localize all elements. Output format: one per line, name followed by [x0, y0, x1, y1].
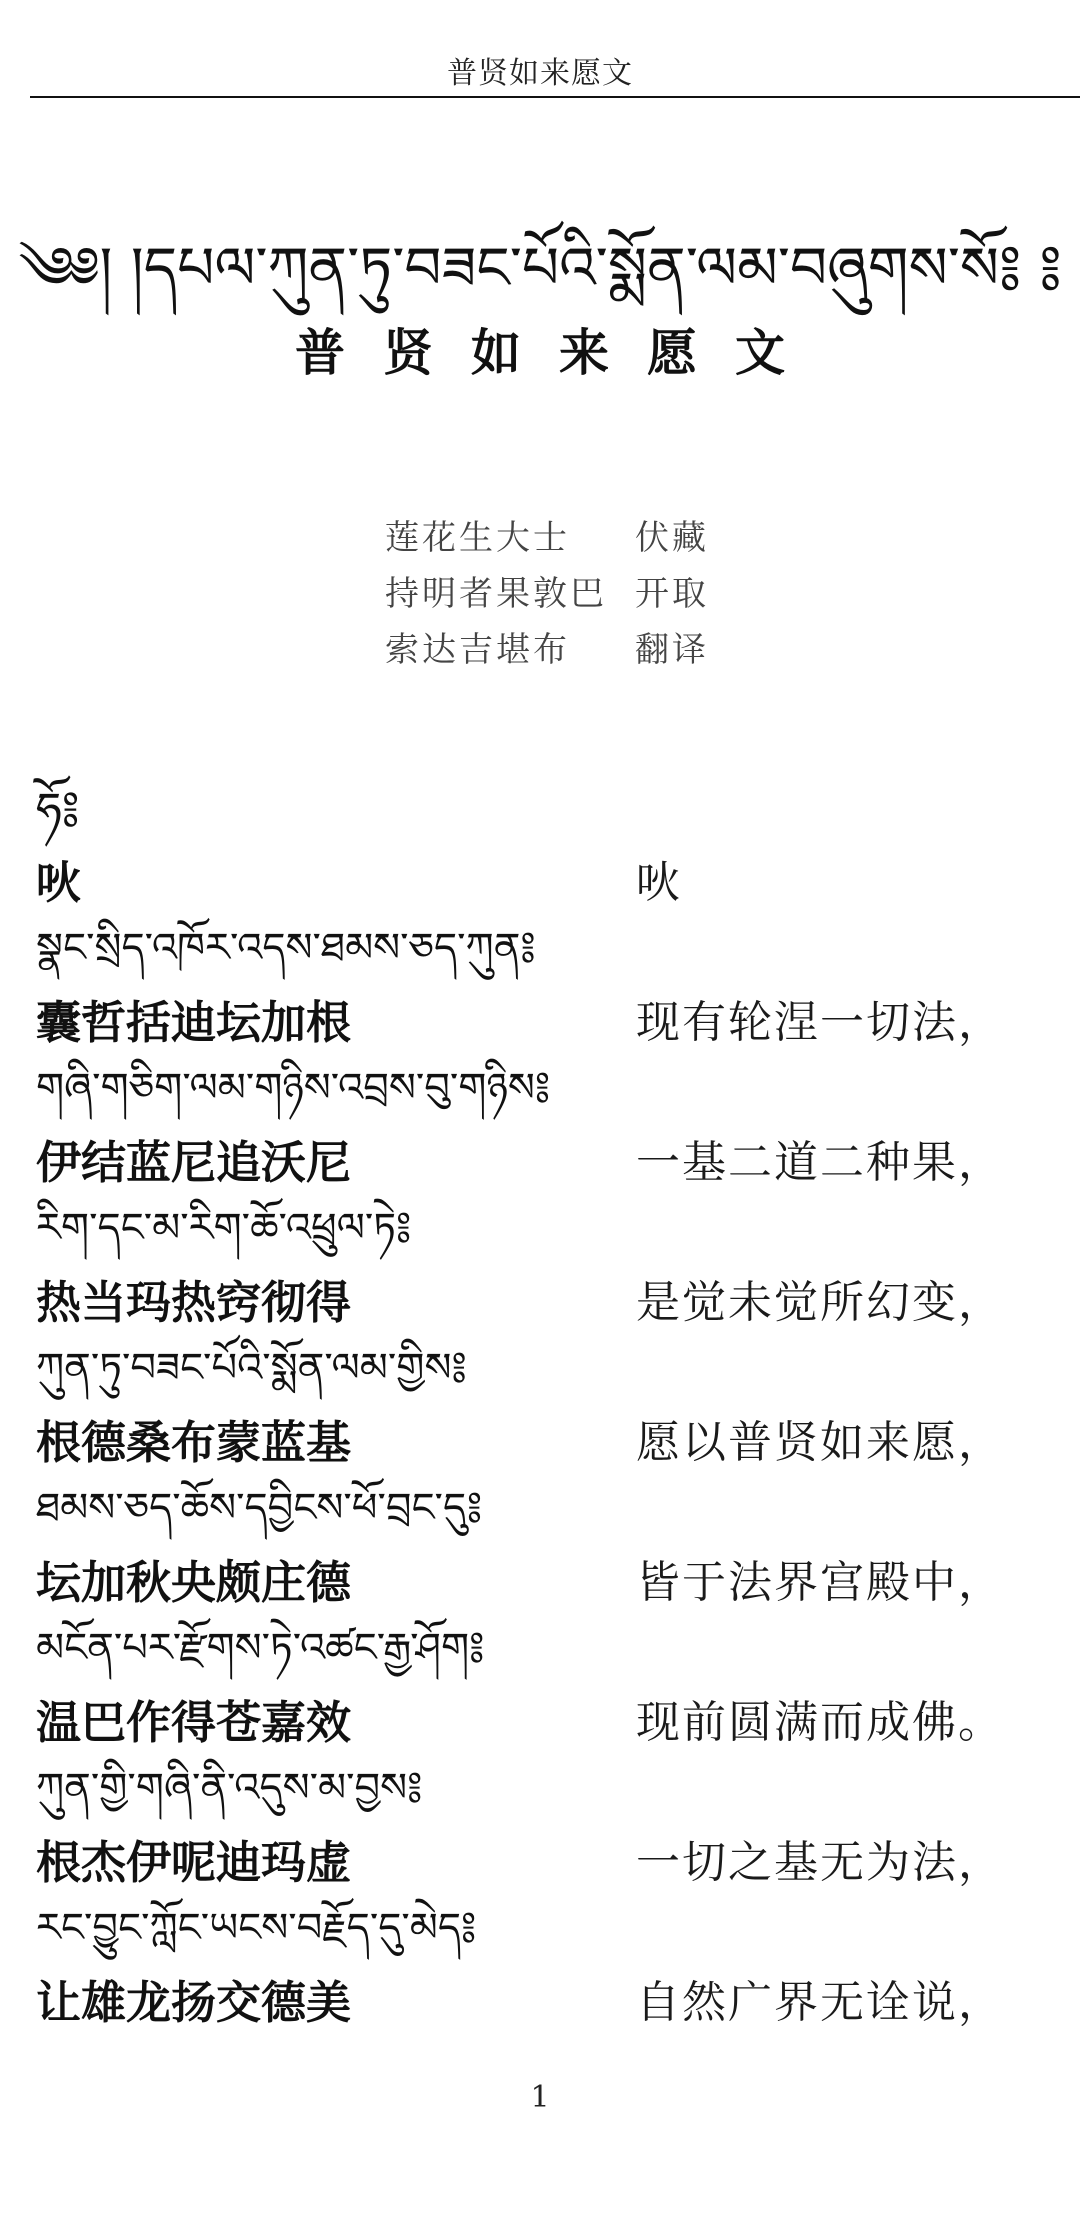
credits-block: [385, 506, 785, 674]
verse: [36, 1616, 1046, 1756]
verse: [36, 1196, 1046, 1336]
verse-meaning: 现有轮涅一切法，: [636, 997, 1004, 1048]
verse-meaning: 皆于法界宫殿中，: [636, 1557, 1004, 1608]
credit-row: [385, 618, 785, 674]
verse-chinese-row: [36, 1260, 1046, 1336]
verse-tibetan: རང་བྱུང་ཀློང་ཡངས་བརྗོད་དུ་མེད༔: [36, 1905, 477, 1951]
header-rule: [30, 96, 1080, 98]
verse-meaning: 自然广界无诠说，: [636, 1977, 1004, 2028]
verse-transliteration: 温巴作得苍嘉效: [36, 1695, 352, 1749]
verse-tibetan: ཀུན་ཏུ་བཟང་པོའི་སྨོན་ལམ་གྱིས༔: [36, 1345, 467, 1391]
verse-chinese-row: [36, 1120, 1046, 1196]
running-header-title: 普贤如来愿文: [447, 56, 633, 91]
credit-row: [385, 506, 785, 562]
verse-chinese-row: [36, 1400, 1046, 1476]
invocation-tibetan: ཧོ༔: [36, 782, 80, 836]
verse-meaning: 是觉未觉所幻变，: [636, 1277, 1004, 1328]
tibetan-title: ༄༅། །དཔལ་ཀུན་ཏུ་བཟང་པོའི་སྨོན་ལམ་བཞུགས་སོ༔ ༔: [18, 234, 1062, 302]
verse-tibetan: རིག་དང་མ་རིག་ཆོ་འཕྲུལ་ཏེ༔: [36, 1205, 412, 1251]
verse: [36, 1896, 1046, 2036]
verse-chinese-row: [36, 1960, 1046, 2036]
credit-name: 索达吉堪布: [385, 629, 570, 670]
verse-meaning: 吙: [636, 857, 682, 908]
verse-list: [36, 778, 1046, 2036]
verse: [36, 916, 1046, 1056]
verse-transliteration: 让雄龙扬交德美: [36, 1975, 352, 2029]
verse-tibetan: སྣང་སྲིད་འཁོར་འདས་ཐམས་ཅད་ཀུན༔: [36, 925, 536, 971]
verse-meaning: 愿以普贤如来愿，: [636, 1417, 1004, 1468]
verse-transliteration: 根德桑布蒙蓝基: [36, 1415, 352, 1469]
page-number: 1: [530, 2080, 550, 2115]
verse: [36, 1476, 1046, 1616]
verse-meaning: 一基二道二种果，: [636, 1137, 1004, 1188]
credit-role: 伏藏: [635, 517, 709, 558]
verse-tibetan: ཀུན་གྱི་གཞི་ནི་འདུས་མ་བྱས༔: [36, 1765, 423, 1811]
verse-meaning: 一切之基无为法，: [636, 1837, 1004, 1888]
verse: [36, 1756, 1046, 1896]
verse-tibetan: ཐམས་ཅད་ཆོས་དབྱིངས་ཕོ་བྲང་དུ༔: [36, 1485, 483, 1531]
verse-chinese-row: [36, 1680, 1046, 1756]
verse-chinese-row: [36, 980, 1046, 1056]
verse: [36, 1336, 1046, 1476]
credit-row: [385, 562, 785, 618]
verse-tibetan: མངོན་པར་རྫོགས་ཏེ་འཚང་རྒྱ་ཤོག༔: [36, 1625, 485, 1671]
credit-role: 开取: [635, 573, 709, 614]
verse-transliteration: 热当玛热窍彻得: [36, 1275, 352, 1329]
credit-role: 翻译: [635, 629, 709, 670]
verse-transliteration: 坛加秋央颇庄德: [36, 1555, 352, 1609]
verse: [36, 1056, 1046, 1196]
credit-name: 持明者果敦巴: [385, 573, 607, 614]
verse-tibetan: གཞི་གཅིག་ལམ་གཉིས་འབྲས་བུ་གཉིས༔: [36, 1065, 551, 1111]
verse-transliteration: 根杰伊呢迪玛虚: [36, 1835, 352, 1889]
verse-chinese-row: [36, 840, 1046, 916]
verse-transliteration: 吙: [36, 855, 82, 909]
verse: [36, 840, 1046, 916]
chinese-title: 普贤如来愿文: [295, 324, 823, 382]
verse-chinese-row: [36, 1540, 1046, 1616]
credit-name: 莲花生大士: [385, 517, 570, 558]
verse-chinese-row: [36, 1820, 1046, 1896]
verse-transliteration: 囊哲括迪坛加根: [36, 995, 352, 1049]
verse-meaning: 现前圆满而成佛。: [636, 1697, 1004, 1748]
verse-transliteration: 伊结蓝尼追沃尼: [36, 1135, 352, 1189]
